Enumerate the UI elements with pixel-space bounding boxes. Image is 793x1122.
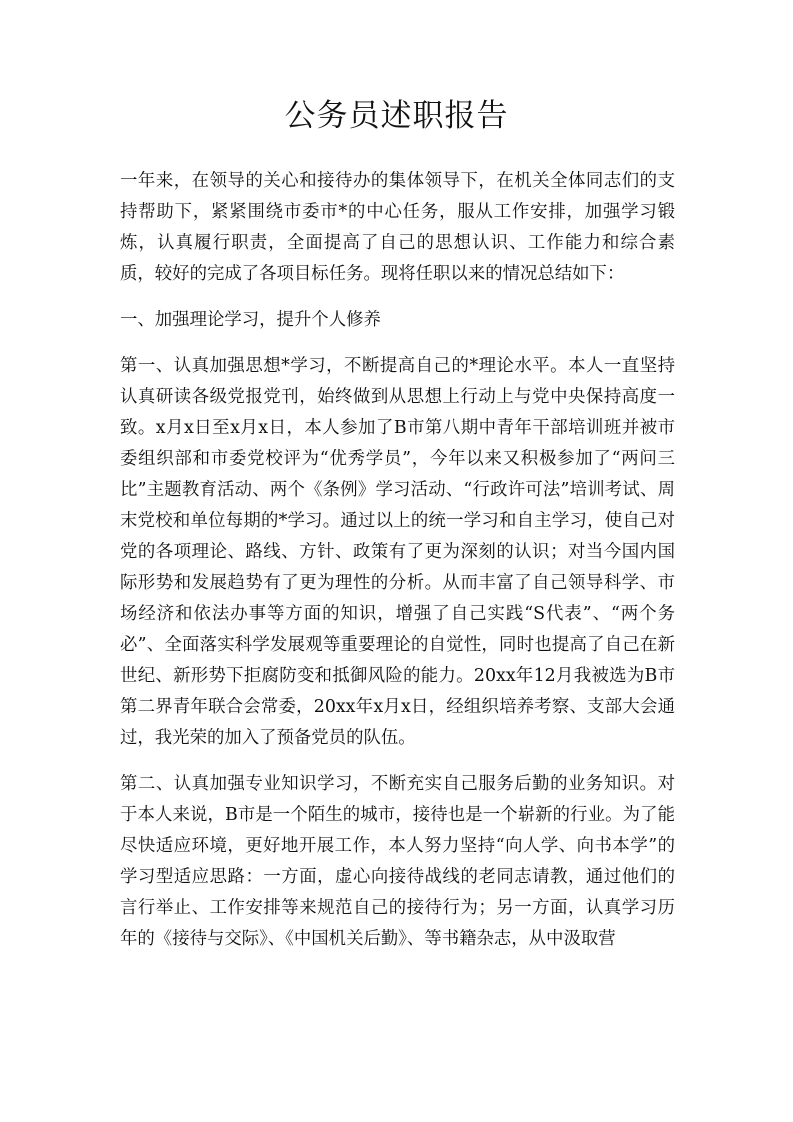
intro-paragraph: 一年来，在领导的关心和接待办的集体领导下，在机关全体同志们的支持帮助下，紧紧围绕市委市*的中心任务，服从工作安排，加强学习锻炼，认真履行职责，全面提高了自己的思想认识、工作能力和综合素质，较好的完成了各项目标任务。现将任职以来的情况总结如下： — [120, 171, 675, 284]
body-paragraph-first: 第一、认真加强思想*学习，不断提高自己的*理论水平。本人一直坚持认真研读各级党报党刊，始终做到从思想上行动上与党中央保持高度一致。x月x日至x月x日，本人参加了B市第八期中青年干部培训班并被市委组织部和市委党校评为“优秀学员”，今年以来又积极参加了“两问三比”主题教育活动、两个《条例》学习活动、“行政许可法”培训考试、周末党校和单位每期的*学习。通过以上的统一学习和自主学习，使自己对党的各项理论、路线、方针、政策有了更为深刻的认识；对当今国内国际形势和发展趋势有了更为理性的分析。从而丰富了自己领导科学、市场经济和依法办事等方面的知识，增强了自己实践“S代表”、“两个务必”、全面落实科学发展观等重要理论的自觉性，同时也提高了自己在新世纪、新形势下拒腐防变和抵御风险的能力。20xx年12月我被选为B市第二界青年联合会常委，20xx年x月x日，经组织培养考察、支部大会通过，我光荣的加入了预备党员的队伍。 — [120, 356, 675, 748]
paragraph-spacer — [120, 754, 675, 769]
section-heading: 一、加强理论学习，提升个人修养 — [120, 310, 381, 330]
page-title: 公务员述职报告 — [284, 98, 509, 134]
document-body — [120, 166, 675, 955]
body-paragraph-second: 第二、认真加强专业知识学习，不断充实自己服务后勤的业务知识。对于本人来说，B市是一个陌生的城市，接待也是一个崭新的行业。为了能尽快适应环境，更好地开展工作，本人努力坚持“向人学、向书本学”的学习型适应思路：一方面，虚心向接待战线的老同志请教，通过他们的言行举止、工作安排等来规范自己的接待行为；另一方面，认真学习历年的《接待与交际》、《中国机关后勤》、等书籍杂志，从中汲取营 — [120, 774, 675, 949]
paragraph-spacer — [120, 290, 675, 305]
paragraph-spacer — [120, 336, 675, 351]
